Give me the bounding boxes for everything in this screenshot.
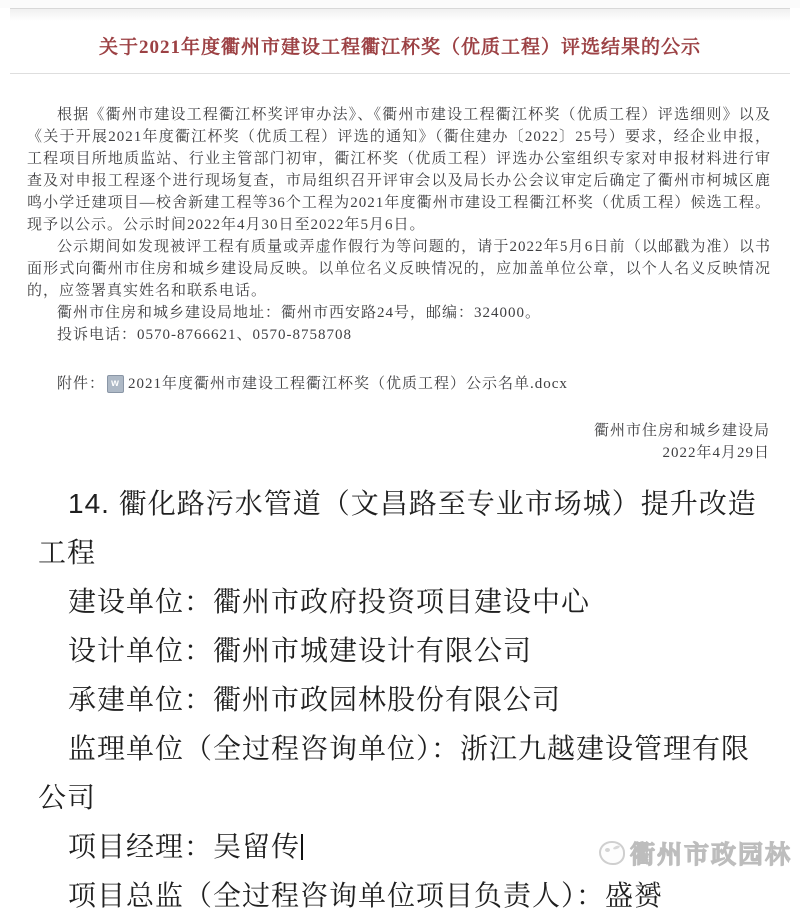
attachment-file-link[interactable]: 2021年度衢州市建设工程衢江杯奖（优质工程）公示名单.docx: [128, 376, 568, 392]
project-heading: [38, 479, 764, 577]
title-divider: [10, 73, 790, 74]
signature-block: [0, 420, 800, 464]
attachment-row: [0, 374, 800, 394]
top-margin-band: [0, 0, 800, 8]
watermark: [599, 835, 792, 871]
notice-body: [0, 104, 800, 346]
field-project-director: [38, 871, 764, 920]
field-contractor-unit: [38, 675, 764, 724]
watermark-text: 衢州市政园林: [629, 841, 792, 869]
notice-paragraph: 投诉电话：0570-8766621、0570-8758708: [57, 327, 352, 343]
text-cursor: [301, 834, 303, 860]
doc-attachment-icon[interactable]: w: [107, 375, 124, 393]
notice-paragraph: 公示期间如发现被评工程有质量或弄虚作假行为等问题的，请于2022年5月6日前（以邮戳为准）以书面形式向衢州市住房和城乡建设局反映。以单位名义反映情况的，应加盖单位公章，以个人名义反映情况的，应签署真实姓名和联系电话。: [27, 239, 771, 299]
field-text: 项目经理：吴留传: [68, 831, 301, 862]
field-supervision-unit: [38, 724, 764, 822]
field-construction-unit: [38, 577, 764, 626]
page-title: 关于2021年度衢州市建设工程衢江杯奖（优质工程）评选结果的公示: [98, 37, 701, 58]
field-text: 监理单位（全过程咨询单位）：浙江九越建设管理有限: [68, 733, 751, 764]
project-heading-line: 14. 衢化路污水管道（文昌路至专业市场城）提升改造: [68, 488, 757, 519]
field-text: 项目总监（全过程咨询单位项目负责人）：盛赟: [68, 880, 664, 911]
notice-paragraph: 衢州市住房和城乡建设局地址：衢州市西安路24号，邮编：324000。: [57, 305, 542, 321]
top-fade-band: [10, 9, 790, 21]
attachment-label: 附件：: [57, 376, 106, 392]
field-design-unit: [38, 626, 764, 675]
field-text: 建设单位：衢州市政府投资项目建设中心: [68, 586, 591, 617]
watermark-logo-icon: [599, 841, 625, 865]
field-text: 公司: [38, 782, 97, 813]
issuing-authority: 衢州市住房和城乡建设局: [593, 423, 770, 439]
field-text: 承建单位：衢州市政园林股份有限公司: [68, 684, 562, 715]
issue-date: 2022年4月29日: [662, 445, 770, 461]
field-text: 设计单位：衢州市城建设计有限公司: [68, 635, 533, 666]
project-heading-line: 工程: [38, 537, 97, 568]
notice-paragraph: 根据《衢州市建设工程衢江杯奖评审办法》、《衢州市建设工程衢江杯奖（优质工程）评选细则》以及《关于开展2021年度衢江杯奖（优质工程）评选的通知》（衢住建办〔2022〕25号）要求，经企业申报，工程项目所地质监站、行业主管部门初审，衢江杯奖（优质工程）评选办公室组织专家对申报材料进行审查及对申报工程逐个进行现场复查，市局组织召开评审会以及局长办公会议审定后确定了衢州市柯城区鹿鸣小学迁建项目—校舍新建工程等36个工程为2021年度衢州市建设工程衢江杯奖（优质工程）候选工程。现予以公示。公示时间2022年4月30日至2022年5月6日。: [27, 107, 771, 233]
